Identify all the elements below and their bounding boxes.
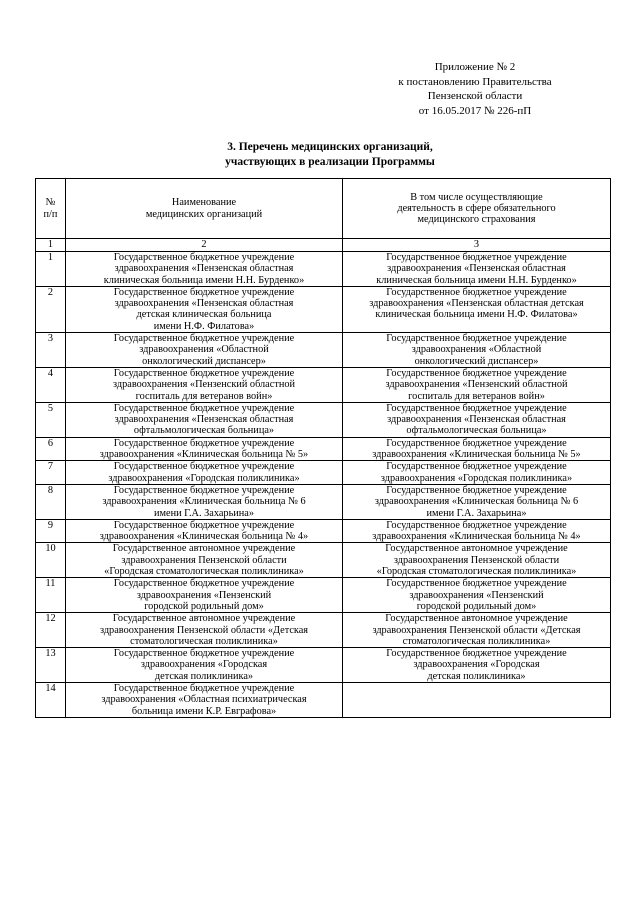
cell-line: онкологический диспансер» xyxy=(142,355,266,367)
cell-line: офтальмологическая больница» xyxy=(406,425,547,437)
cell-line: Государственное бюджетное учреждение xyxy=(386,484,567,496)
table-row xyxy=(36,461,611,485)
cell-line: городской родильный дом» xyxy=(144,600,264,612)
oms-organization xyxy=(343,648,611,683)
cell-line: Государственное автономное учреждение xyxy=(385,543,568,555)
cell-line: здравоохранения «Пензенская областная xyxy=(114,263,294,275)
oms-organization xyxy=(343,543,611,578)
cell-line: здравоохранения «Пензенская областная xyxy=(387,414,566,426)
organization-name xyxy=(66,484,343,519)
cell-line: имени Н.Ф. Филатова» xyxy=(153,320,255,332)
cell-line: Государственное автономное учреждение xyxy=(385,613,568,625)
cell-line: госпиталь для ветеранов войн» xyxy=(135,390,273,402)
cell-line: имени Г.А. Захарьина» xyxy=(426,507,527,519)
cell-line: детская поликлиника» xyxy=(427,670,526,682)
table-row xyxy=(36,402,611,437)
cell-line: Государственное автономное учреждение xyxy=(112,543,296,555)
table-row xyxy=(36,648,611,683)
row-number: 9 xyxy=(36,519,66,543)
cell-line: Государственное бюджетное учреждение xyxy=(386,578,567,590)
cell-line: здравоохранения «Городская поликлиника» xyxy=(108,472,300,484)
cell-line: В том числе осуществляющие xyxy=(410,191,543,203)
cell-line: здравоохранения «Пензенская областная xyxy=(114,298,294,310)
cell-line: здравоохранения «Городская поликлиника» xyxy=(380,472,573,484)
cell-line: Государственное бюджетное учреждение xyxy=(113,682,295,694)
cell-line: здравоохранения «Пензенская областная детская xyxy=(369,298,584,310)
heading-line: участвующих в реализации Программы xyxy=(225,156,435,168)
oms-organization xyxy=(343,367,611,402)
oms-organization xyxy=(343,613,611,648)
header-number xyxy=(36,179,66,239)
cell-line: Государственное бюджетное учреждение xyxy=(113,519,295,531)
cell-line: здравоохранения Пензенской области xyxy=(393,554,560,566)
cell-line: стоматологическая поликлиника» xyxy=(402,635,551,647)
oms-organization xyxy=(343,402,611,437)
cell-line: здравоохранения «Городская xyxy=(413,659,540,671)
oms-organization xyxy=(343,286,611,332)
oms-organization xyxy=(343,252,611,287)
cell-line: «Городская стоматологическая поликлиника» xyxy=(104,566,304,578)
cell-line: здравоохранения «Областной xyxy=(411,344,542,356)
annex-line: к постановлению Правительства xyxy=(398,75,552,88)
cell-line: госпиталь для ветеранов войн» xyxy=(408,390,545,402)
annex-line: Приложение № 2 xyxy=(434,61,516,73)
table-row xyxy=(36,333,611,368)
organization-name xyxy=(66,286,343,332)
table-row xyxy=(36,682,611,717)
cell-line: Наименование xyxy=(171,197,237,209)
organization-name xyxy=(66,402,343,437)
cell-line: больница имени К.Р. Евграфова» xyxy=(131,705,277,717)
organization-name xyxy=(66,333,343,368)
organization-name xyxy=(66,461,343,485)
cell-line: здравоохранения «Пензенская областная xyxy=(387,263,566,275)
organization-name xyxy=(66,613,343,648)
column-index-row xyxy=(36,239,611,252)
organization-name xyxy=(66,578,343,613)
cell-line: Государственное бюджетное учреждение xyxy=(113,648,295,660)
cell-line: Государственное бюджетное учреждение xyxy=(386,252,567,263)
table-row xyxy=(36,543,611,578)
cell-line: Государственное бюджетное учреждение xyxy=(386,333,567,345)
organization-name xyxy=(66,437,343,461)
cell-line: Государственное бюджетное учреждение xyxy=(386,286,567,298)
cell-line: «Городская стоматологическая поликлиника» xyxy=(376,566,577,578)
organization-name xyxy=(66,519,343,543)
organization-name xyxy=(66,252,343,287)
annex-line: от 16.05.2017 № 226-пП xyxy=(418,104,532,117)
cell-line: клиническая больница имени Н.Ф. Филатова» xyxy=(375,309,578,321)
cell-line: здравоохранения «Городская xyxy=(140,659,268,671)
oms-organization xyxy=(343,333,611,368)
organization-name xyxy=(66,367,343,402)
cell-line: клиническая больница имени Н.Н. Бурденко» xyxy=(376,274,577,286)
row-number: 14 xyxy=(36,682,66,717)
cell-line: здравоохранения Пензенской области «Детская xyxy=(99,624,309,636)
cell-line: Государственное бюджетное учреждение xyxy=(113,252,295,263)
cell-line: медицинских организаций xyxy=(145,208,263,220)
cell-line: здравоохранения Пензенской области «Детская xyxy=(372,624,581,636)
column-index: 1 xyxy=(36,239,66,252)
cell-line: здравоохранения «Клиническая больница № 6 xyxy=(102,496,306,508)
header-oms xyxy=(343,179,611,239)
row-number: 2 xyxy=(36,286,66,332)
oms-organization xyxy=(343,484,611,519)
row-number: 10 xyxy=(36,543,66,578)
cell-line: Государственное бюджетное учреждение xyxy=(113,367,295,379)
organization-name xyxy=(66,682,343,717)
cell-line: здравоохранения «Пензенский xyxy=(136,589,272,601)
row-number: 7 xyxy=(36,461,66,485)
oms-organization xyxy=(343,682,611,717)
section-heading xyxy=(0,140,640,170)
organization-name xyxy=(66,648,343,683)
cell-line: стоматологическая поликлиника» xyxy=(130,635,278,647)
table-row xyxy=(36,437,611,461)
cell-line: Государственное бюджетное учреждение xyxy=(113,461,295,473)
cell-line: здравоохранения «Клиническая больница № 4» xyxy=(99,531,309,543)
table-row xyxy=(36,286,611,332)
cell-line: здравоохранения «Клиническая больница № 6 xyxy=(374,496,579,508)
table-header-row xyxy=(36,179,611,239)
table-row xyxy=(36,484,611,519)
table-row xyxy=(36,252,611,287)
cell-line: детская клиническая больница xyxy=(136,309,272,321)
row-number: 3 xyxy=(36,333,66,368)
table-row xyxy=(36,519,611,543)
cell-line: здравоохранения «Пензенский областной xyxy=(385,379,568,391)
cell-line: имени Г.А. Захарьина» xyxy=(153,507,255,519)
cell-line: здравоохранения «Клиническая больница № 4» xyxy=(372,531,581,543)
cell-line: офтальмологическая больница» xyxy=(133,425,275,437)
cell-line: п/п xyxy=(43,208,58,220)
table-row xyxy=(36,367,611,402)
cell-line: Государственное бюджетное учреждение xyxy=(113,286,295,298)
cell-line: Государственное бюджетное учреждение xyxy=(386,519,567,531)
cell-line: детская поликлиника» xyxy=(154,670,254,682)
cell-line: Государственное бюджетное учреждение xyxy=(386,461,567,473)
cell-line: онкологический диспансер» xyxy=(414,355,539,367)
cell-line: здравоохранения «Клиническая больница № 5» xyxy=(372,449,581,461)
cell-line: Государственное бюджетное учреждение xyxy=(386,367,567,379)
row-number: 8 xyxy=(36,484,66,519)
oms-organization xyxy=(343,437,611,461)
column-index: 2 xyxy=(66,239,343,252)
organizations-table xyxy=(35,178,611,718)
annex-block xyxy=(360,60,590,118)
cell-line: Государственное бюджетное учреждение xyxy=(386,402,567,414)
row-number: 1 xyxy=(36,252,66,287)
oms-organization xyxy=(343,519,611,543)
cell-line: Государственное бюджетное учреждение xyxy=(386,437,567,449)
oms-organization xyxy=(343,578,611,613)
cell-line: здравоохранения «Пензенская областная xyxy=(114,414,294,426)
annex-line: Пензенской области xyxy=(427,90,523,102)
cell-line: Государственное бюджетное учреждение xyxy=(113,333,295,345)
row-number: 5 xyxy=(36,402,66,437)
cell-line: Государственное бюджетное учреждение xyxy=(113,402,295,414)
heading-line: 3. Перечень медицинских организаций, xyxy=(227,141,433,153)
cell-line: Государственное бюджетное учреждение xyxy=(113,484,295,496)
cell-line: Государственное бюджетное учреждение xyxy=(113,578,295,590)
oms-organization xyxy=(343,461,611,485)
header-name xyxy=(66,179,343,239)
table-row xyxy=(36,613,611,648)
table-row xyxy=(36,578,611,613)
row-number: 11 xyxy=(36,578,66,613)
organization-name xyxy=(66,543,343,578)
cell-line: здравоохранения Пензенской области xyxy=(121,554,287,566)
cell-line: деятельность в сфере обязательного xyxy=(397,202,556,214)
cell-line: здравоохранения «Пензенский xyxy=(409,589,544,601)
cell-line: Государственное бюджетное учреждение xyxy=(113,437,295,449)
row-number: 12 xyxy=(36,613,66,648)
cell-line: Государственное бюджетное учреждение xyxy=(386,648,567,660)
row-number: 13 xyxy=(36,648,66,683)
row-number: 4 xyxy=(36,367,66,402)
cell-line: Государственное автономное учреждение xyxy=(112,613,296,625)
cell-line: медицинского страхования xyxy=(417,214,536,226)
cell-line: № xyxy=(45,197,56,209)
cell-line: здравоохранения «Пензенский областной xyxy=(112,379,295,391)
cell-line: здравоохранения «Областная психиатрическая xyxy=(101,694,307,706)
row-number: 6 xyxy=(36,437,66,461)
cell-line: клиническая больница имени Н.Н. Бурденко» xyxy=(103,274,305,286)
cell-line: здравоохранения «Клиническая больница № 5» xyxy=(99,449,309,461)
cell-line: здравоохранения «Областной xyxy=(139,344,269,356)
cell-line: городской родильный дом» xyxy=(416,600,537,612)
column-index: 3 xyxy=(343,239,611,252)
